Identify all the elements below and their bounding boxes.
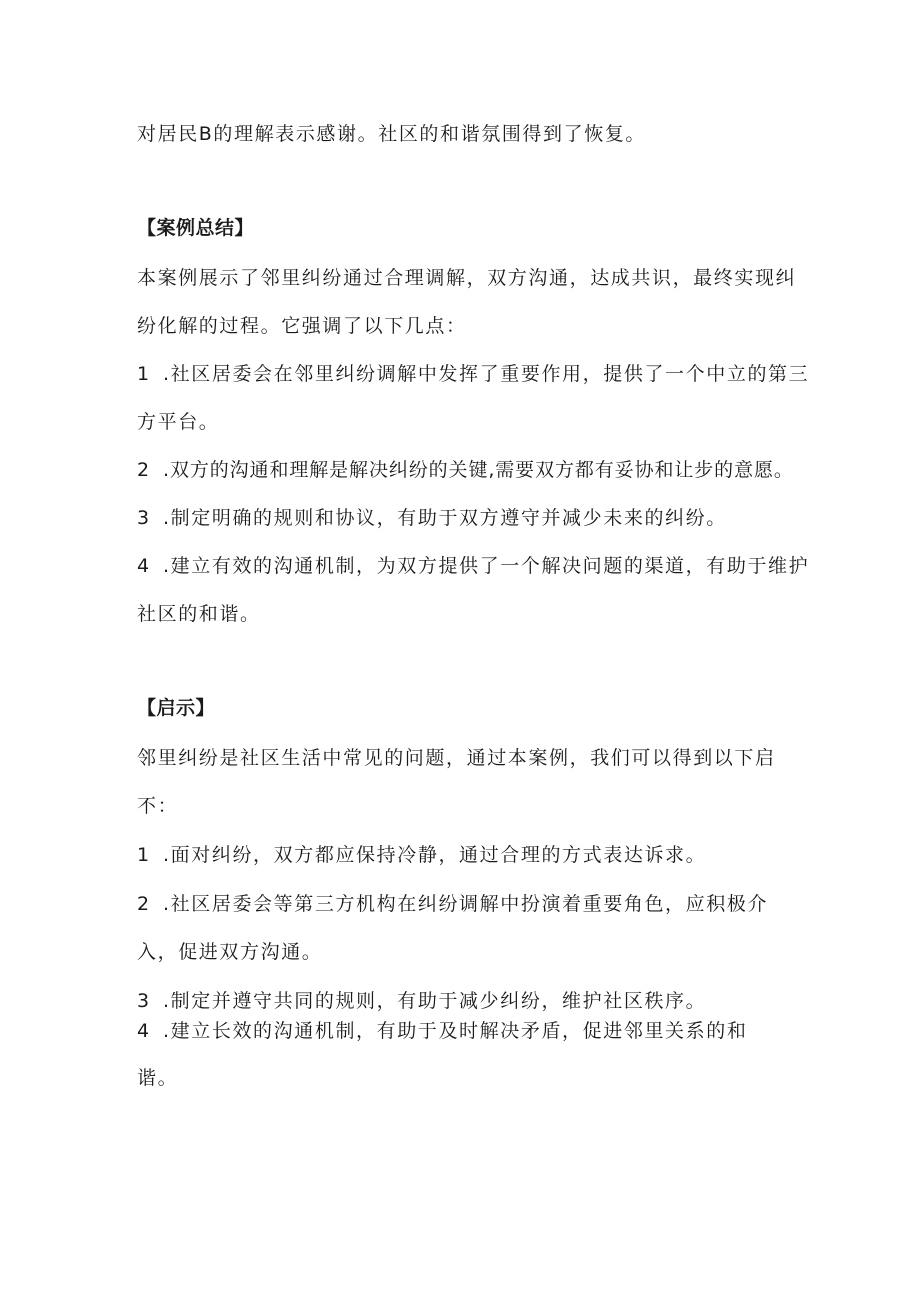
item-number: 3 bbox=[137, 507, 151, 529]
summary-heading: 【案例总结】 bbox=[137, 217, 255, 239]
intro-line: 对居民B的理解表示感谢。社区的和谐氛围得到了恢复。 bbox=[137, 123, 647, 145]
summary-item-1 bbox=[137, 362, 809, 386]
summary-item-2 bbox=[137, 458, 794, 482]
item-number: 4 bbox=[137, 555, 151, 577]
summary-item-4 bbox=[137, 554, 809, 578]
insight-item-2-continuation: 入，促进双方沟通。 bbox=[137, 941, 323, 963]
item-number: 2 bbox=[137, 459, 150, 481]
summary-paragraph-line: 纷化解的过程。它强调了以下几点： bbox=[137, 315, 467, 337]
item-text: .建立有效的沟通机制，为双方提供了一个解决问题的渠道，有助于维护 bbox=[163, 555, 810, 577]
item-number: 4 bbox=[137, 1020, 151, 1042]
insight-heading: 【启示】 bbox=[137, 697, 216, 719]
summary-item-1-continuation: 方平台。 bbox=[137, 411, 220, 433]
insight-item-1 bbox=[137, 843, 706, 867]
insight-item-4 bbox=[137, 1019, 747, 1043]
item-text: .社区居委会等第三方机构在纠纷调解中扮演着重要角色，应积极介 bbox=[163, 893, 769, 915]
item-number: 3 bbox=[137, 990, 151, 1012]
item-text: .制定明确的规则和协议，有助于双方遵守并减少未来的纠纷。 bbox=[163, 507, 727, 529]
item-text: .建立长效的沟通机制，有助于及时解决矛盾，促进邻里关系的和 bbox=[163, 1020, 748, 1042]
item-text: .面对纠纷，双方都应保持冷静，通过合理的方式表达诉求。 bbox=[163, 844, 707, 866]
insight-paragraph-line: 不： bbox=[137, 795, 179, 817]
item-text: .社区居委会在邻里纠纷调解中发挥了重要作用，提供了一个中立的第三 bbox=[163, 363, 810, 385]
insight-item-3 bbox=[137, 989, 706, 1013]
summary-item-4-continuation: 社区的和谐。 bbox=[137, 603, 261, 625]
item-text: .双方的沟通和理解是解决纠纷的关键,需要双方都有妥协和让步的意愿。 bbox=[163, 459, 794, 481]
item-number: 2 bbox=[137, 893, 151, 915]
item-number: 1 bbox=[137, 363, 151, 385]
insight-item-2 bbox=[137, 892, 768, 916]
insight-paragraph-line: 邻里纠纷是社区生活中常见的问题，通过本案例，我们可以得到以下启 bbox=[137, 747, 776, 769]
summary-item-3 bbox=[137, 506, 727, 530]
item-number: 1 bbox=[137, 844, 151, 866]
item-text: .制定并遵守共同的规则，有助于减少纠纷，维护社区秩序。 bbox=[163, 990, 707, 1012]
summary-paragraph-line: 本案例展示了邻里纠纷通过合理调解，双方沟通，达成共识，最终实现纠 bbox=[137, 267, 797, 289]
insight-item-4-continuation: 谐。 bbox=[137, 1067, 179, 1089]
